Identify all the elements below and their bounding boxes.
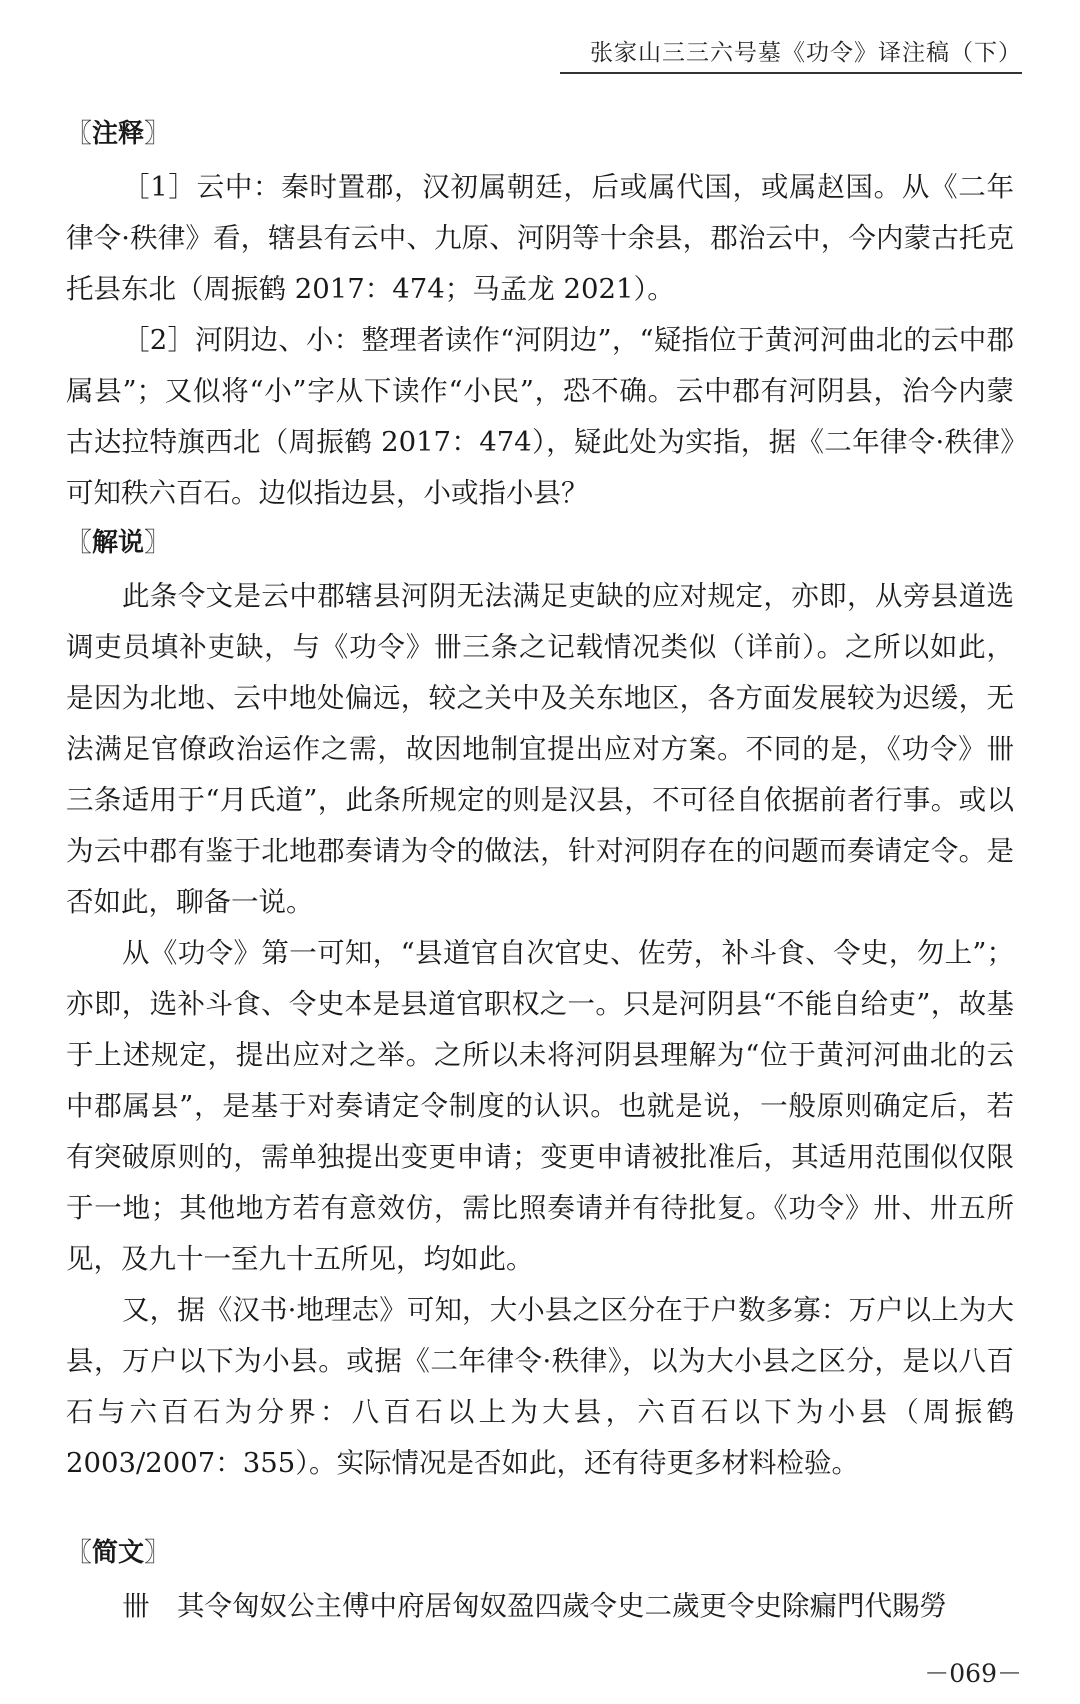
right-bracket-mark: 〗 — [144, 528, 171, 558]
left-bracket-mark: 〖 — [66, 1538, 93, 1568]
explanation-paragraph-1: 此条令文是云中郡辖县河阴无法满足吏缺的应对规定，亦即，从旁县道选调吏员填补吏缺，与《功令》卌三条之记载情况类似（详前）。之所以如此，是因为北地、云中地处偏远，较之关中及关东地区，各方面发展较为迟缓，无法满足官僚政治运作之需，故因地制宜提出应对方案。不同的是，《功令》卌三条适用于“月氏道”，此条所规定的则是汉县，不可径自依据前者行事。或以为云中郡有鉴于北地郡奏请为令的做法，针对河阴存在的问题而奏请定令。是否如此，聊备一说。 — [66, 580, 1014, 918]
explanation-paragraph-2: 从《功令》第一可知，“县道官自次官史、佐劳，补斗食、令史，勿上”；亦即，选补斗食、令史本是县道官职权之一。只是河阴县“不能自给吏”，故基于上述规定，提出应对之举。之所以未将河阴县理解为“位于黄河河曲北的云中郡属县”，是基于对奏请定令制度的认识。也就是说，一般原则确定后，若有突破原则的，需单独提出变更申请；变更申请被批准后，其适用范围似仅限于一地；其他地方若有意效仿，需比照奏请并有待批复。《功令》卅、卅五所见，及九十一至九十五所见，均如此。 — [66, 937, 1014, 1275]
header-rule — [560, 72, 1022, 74]
section-heading-notes — [66, 110, 1014, 158]
section-spacer — [66, 1489, 1014, 1529]
section-heading-explanation — [66, 519, 1014, 567]
page-content — [66, 110, 1014, 1632]
right-bracket-mark: 〗 — [144, 119, 171, 149]
page-number: －069－ — [924, 1659, 1022, 1688]
explanation-paragraph-3: 又，据《汉书·地理志》可知，大小县之区分在于户数多寡：万户以上为大县，万户以下为小县。或据《二年律令·秩律》，以为大小县之区分，是以八百石与六百石为分界：八百石以上为大县，六百石以下为小县（周振鹤 2003/2007：355）。实际情况是否如此，还有待更多材料检验。 — [66, 1294, 1014, 1479]
slip-text-line: 卌 其令匈奴公主傅中府居匈奴盈四歲令史二歲更令史除瘺門代賜勞 — [122, 1590, 947, 1622]
left-bracket-mark: 〖 — [66, 119, 93, 149]
note-paragraph-1: ［1］云中：秦时置郡，汉初属朝廷，后或属代国，或属赵国。从《二年律令·秩律》看，辖县有云中、九原、河阴等十余县，郡治云中，今内蒙古托克托县东北（周振鹤 2017：474；马孟龙 2021）。 — [66, 171, 1014, 305]
note-paragraph-2: ［2］河阴边、小：整理者读作“河阴边”，“疑指位于黄河河曲北的云中郡属县”；又似将“小”字从下读作“小民”，恐不确。云中郡有河阴县，治今内蒙古达拉特旗西北（周振鹤 2017：474），疑此处为实指，据《二年律令·秩律》可知秩六百石。边似指边县，小或指小县？ — [66, 324, 1014, 509]
left-bracket-mark: 〖 — [66, 528, 93, 558]
notes-heading-text: 注释 — [92, 119, 145, 149]
section-heading-slip-text — [66, 1529, 1014, 1577]
running-header-title: 张家山三三六号墓《功令》译注稿（下） — [590, 40, 1022, 66]
slip-text-heading-text: 简文 — [92, 1538, 145, 1568]
right-bracket-mark: 〗 — [144, 1538, 171, 1568]
explanation-heading-text: 解说 — [92, 528, 145, 558]
